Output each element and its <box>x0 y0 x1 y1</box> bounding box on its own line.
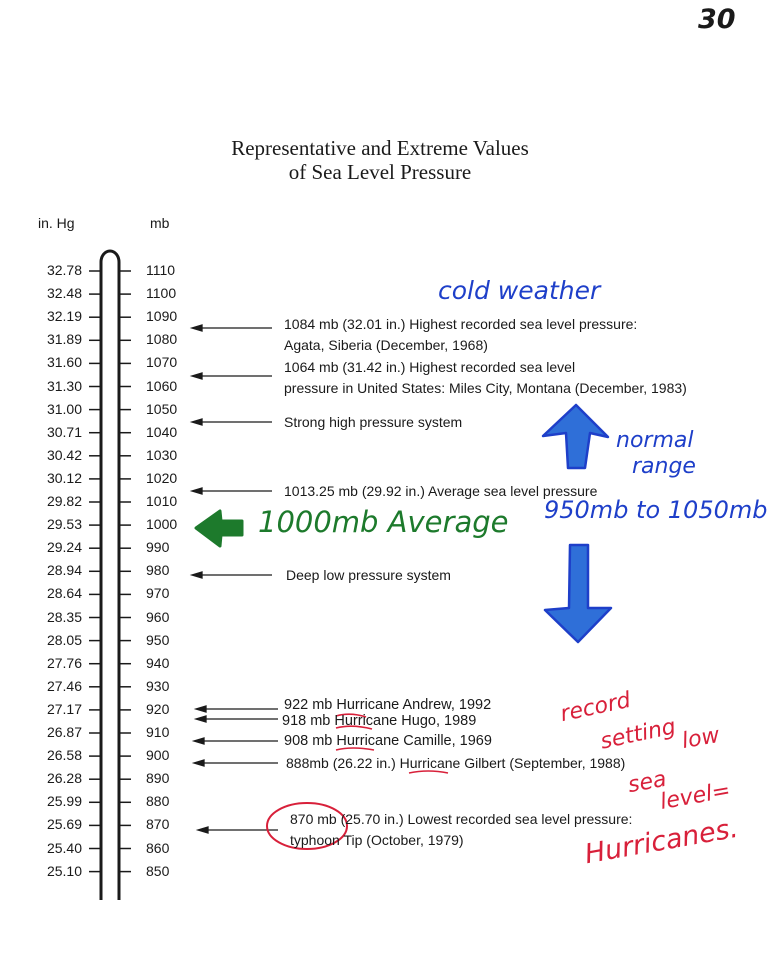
mb-value: 930 <box>146 677 170 694</box>
note-range: range <box>632 454 696 479</box>
mb-value: 980 <box>146 562 170 579</box>
mb-value: 970 <box>146 585 170 602</box>
annotation-arrows <box>192 325 278 833</box>
annotation-camille: 908 mb Hurricane Camille, 1969 <box>284 733 492 749</box>
inhg-value: 32.78 <box>46 262 82 278</box>
annotation-lowest-line1: 870 mb (25.70 in.) Lowest recorded sea level pressure: <box>290 811 633 827</box>
inhg-value: 26.87 <box>46 724 82 740</box>
annotation-highest-us-line1: 1064 mb (31.42 in.) Highest recorded sea level <box>284 359 576 375</box>
annotation-highest-us-line2: pressure in United States: Miles City, Montana (December, 1983) <box>284 380 687 396</box>
note-level: level= <box>658 778 733 815</box>
inhg-value: 28.05 <box>46 631 82 648</box>
inhg-value: 30.12 <box>46 469 82 486</box>
annotation-average: 1013.25 mb (29.92 in.) Average sea level pressure <box>284 483 598 499</box>
annotation-highest-world-line2: Agata, Siberia (December, 1968) <box>284 337 488 353</box>
mb-value: 1030 <box>146 446 178 463</box>
inhg-value: 27.76 <box>46 654 82 671</box>
annotation-highest-world-line1: 1084 mb (32.01 in.) Highest recorded sea level pressure: <box>284 316 638 332</box>
mb-value: 910 <box>146 724 170 740</box>
annotation-highest-world <box>284 314 637 356</box>
note-normal: normal <box>616 428 694 453</box>
inhg-column-label: in. Hg <box>38 215 75 231</box>
inhg-value: 31.60 <box>46 354 82 371</box>
note-hurricanes: Hurricanes. <box>582 812 741 871</box>
mb-value: 850 <box>146 862 170 879</box>
mb-value: 950 <box>146 631 170 648</box>
barometer-tube <box>101 251 119 900</box>
blue-up-arrow <box>543 405 608 468</box>
annotation-andrew: 922 mb Hurricane Andrew, 1992 <box>284 697 492 713</box>
mb-value: 990 <box>146 539 170 556</box>
green-left-arrow <box>196 511 242 546</box>
note-cold-weather: cold weather <box>438 276 601 305</box>
inhg-value: 32.48 <box>46 285 82 302</box>
mb-value: 880 <box>146 793 170 810</box>
annotation-strong-high: Strong high pressure system <box>284 414 463 430</box>
note-range-values: 950mb to 1050mb <box>544 496 768 524</box>
note-low: low <box>680 722 722 755</box>
mb-value: 920 <box>146 700 170 717</box>
mb-value: 1050 <box>146 400 178 417</box>
inhg-value: 25.69 <box>46 816 82 833</box>
inhg-value: 28.35 <box>46 608 82 625</box>
page-title: Representative and Extreme Values <box>231 136 529 160</box>
mb-value: 860 <box>146 839 170 856</box>
inhg-value: 27.17 <box>46 700 82 717</box>
inhg-value: 32.19 <box>46 308 82 325</box>
inhg-value: 26.28 <box>46 770 82 787</box>
inhg-value: 25.10 <box>46 862 82 879</box>
annotation-hugo: 918 mb Hurricane Hugo, 1989 <box>282 713 477 729</box>
inhg-value: 31.00 <box>46 400 82 417</box>
mb-value: 1090 <box>146 308 178 325</box>
mb-value: 1000 <box>146 516 178 533</box>
inhg-value: 25.40 <box>46 839 82 856</box>
inhg-value: 30.42 <box>46 446 82 463</box>
mb-value: 1010 <box>146 493 178 509</box>
inhg-value: 26.58 <box>46 747 82 764</box>
inhg-value: 31.30 <box>46 377 82 394</box>
mb-value: 940 <box>146 654 170 671</box>
mb-value: 1040 <box>146 423 178 440</box>
note-setting: setting <box>598 714 679 755</box>
annotation-highest-us <box>284 357 687 399</box>
mb-value: 960 <box>146 608 170 625</box>
inhg-value: 28.94 <box>46 562 82 579</box>
mb-value: 870 <box>146 816 170 833</box>
inhg-value: 28.64 <box>46 585 82 602</box>
annotation-lowest-line2: typhoon Tip (October, 1979) <box>290 832 464 848</box>
annotation-lowest <box>290 809 632 851</box>
inhg-value: 30.71 <box>46 423 82 440</box>
inhg-value: 29.24 <box>46 539 82 556</box>
inhg-value: 29.53 <box>46 516 82 533</box>
mb-value: 1070 <box>146 354 178 371</box>
note-1000mb-average: 1000mb Average <box>258 505 509 539</box>
note-record: record <box>558 687 633 728</box>
note-sea: sea <box>626 766 669 799</box>
scale-ticks <box>89 271 131 872</box>
mb-value: 1020 <box>146 469 178 486</box>
page-number: 30 <box>698 4 736 35</box>
mb-value: 1060 <box>146 377 178 394</box>
annotation-deep-low: Deep low pressure system <box>286 567 451 583</box>
annotation-gilbert: 888mb (26.22 in.) Hurricane Gilbert (September, 1988) <box>286 755 626 771</box>
mb-value: 1080 <box>146 331 178 348</box>
page-subtitle: of Sea Level Pressure <box>288 160 472 184</box>
inhg-value: 27.46 <box>46 677 82 694</box>
mb-value: 890 <box>146 770 170 787</box>
inhg-value: 25.99 <box>46 793 82 810</box>
blue-down-arrow <box>545 545 611 642</box>
mb-column-label: mb <box>150 215 170 231</box>
mb-value: 1100 <box>146 285 177 302</box>
mb-value: 1110 <box>146 262 176 278</box>
mb-value: 900 <box>146 747 170 764</box>
inhg-value: 29.82 <box>46 493 82 509</box>
inhg-value: 31.89 <box>46 331 82 348</box>
